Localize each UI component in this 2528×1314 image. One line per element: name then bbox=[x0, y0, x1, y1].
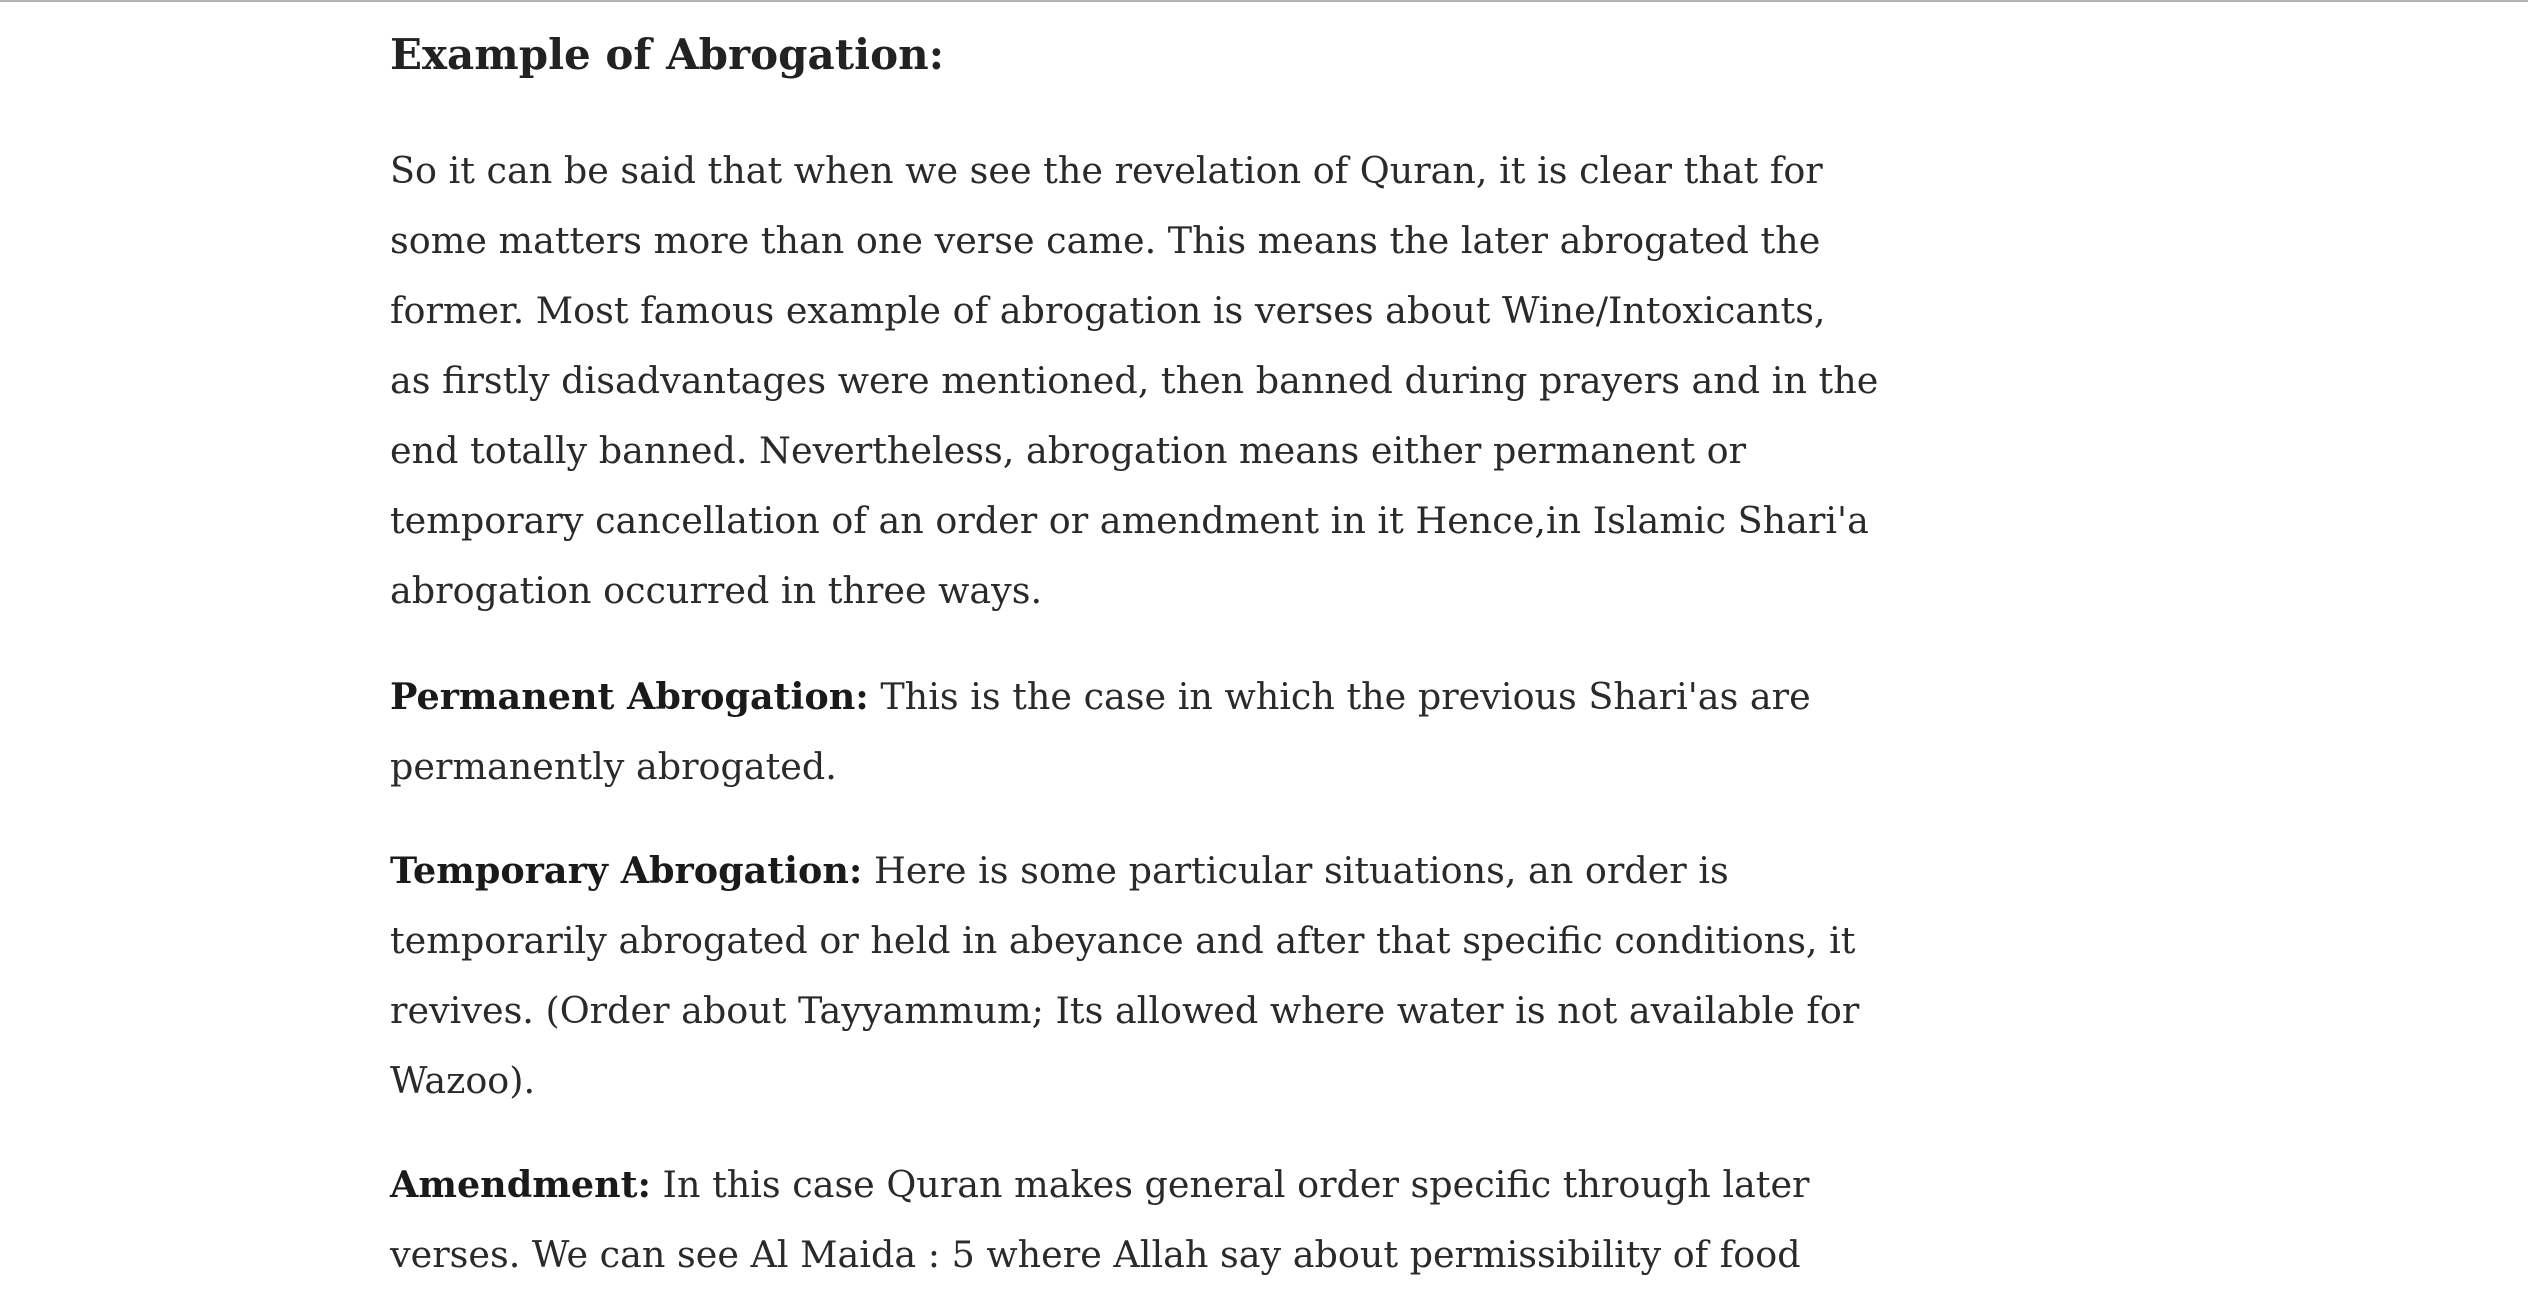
amendment-label: Amendment: bbox=[390, 1163, 651, 1206]
paragraph-line: Wazoo). bbox=[390, 1059, 536, 1102]
temporary-abrogation-label: Temporary Abrogation: bbox=[390, 849, 863, 892]
paragraph-line: revives. (Order about Tayyammum; Its allowed where water is not available for bbox=[390, 989, 1860, 1032]
paragraph-line: end totally banned. Nevertheless, abrogation means either permanent or bbox=[390, 429, 1747, 472]
permanent-abrogation-text: This is the case in which the previous Shari'as are bbox=[868, 675, 1811, 718]
intro-paragraph bbox=[390, 136, 1879, 626]
paragraph-line bbox=[390, 662, 1811, 732]
section-heading: Example of Abrogation: bbox=[390, 30, 945, 79]
temporary-abrogation-text: Here is some particular situations, an order is bbox=[862, 849, 1729, 892]
paragraph-line: verses. We can see Al Maida : 5 where Allah say about permissibility of food bbox=[390, 1233, 1801, 1276]
permanent-abrogation-paragraph bbox=[390, 662, 1811, 802]
paragraph-line: former. Most famous example of abrogation is verses about Wine/Intoxicants, bbox=[390, 289, 1826, 332]
paragraph-line bbox=[390, 836, 1729, 906]
paragraph-line: some matters more than one verse came. This means the later abrogated the bbox=[390, 219, 1821, 262]
paragraph-line: So it can be said that when we see the revelation of Quran, it is clear that for bbox=[390, 149, 1823, 192]
paragraph-line: temporary cancellation of an order or amendment in it Hence,in Islamic Shari'a bbox=[390, 499, 1869, 542]
paragraph-line: permanently abrogated. bbox=[390, 745, 837, 788]
paragraph-line: abrogation occurred in three ways. bbox=[390, 569, 1043, 612]
temporary-abrogation-paragraph bbox=[390, 836, 1860, 1116]
amendment-paragraph bbox=[390, 1150, 1810, 1290]
permanent-abrogation-label: Permanent Abrogation: bbox=[390, 675, 869, 718]
paragraph-line bbox=[390, 1150, 1810, 1220]
paragraph-line: as firstly disadvantages were mentioned, then banned during prayers and in the bbox=[390, 359, 1879, 402]
paragraph-line: temporarily abrogated or held in abeyance and after that specific conditions, it bbox=[390, 919, 1856, 962]
amendment-text: In this case Quran makes general order specific through later bbox=[650, 1163, 1810, 1206]
top-divider bbox=[0, 0, 2528, 2]
